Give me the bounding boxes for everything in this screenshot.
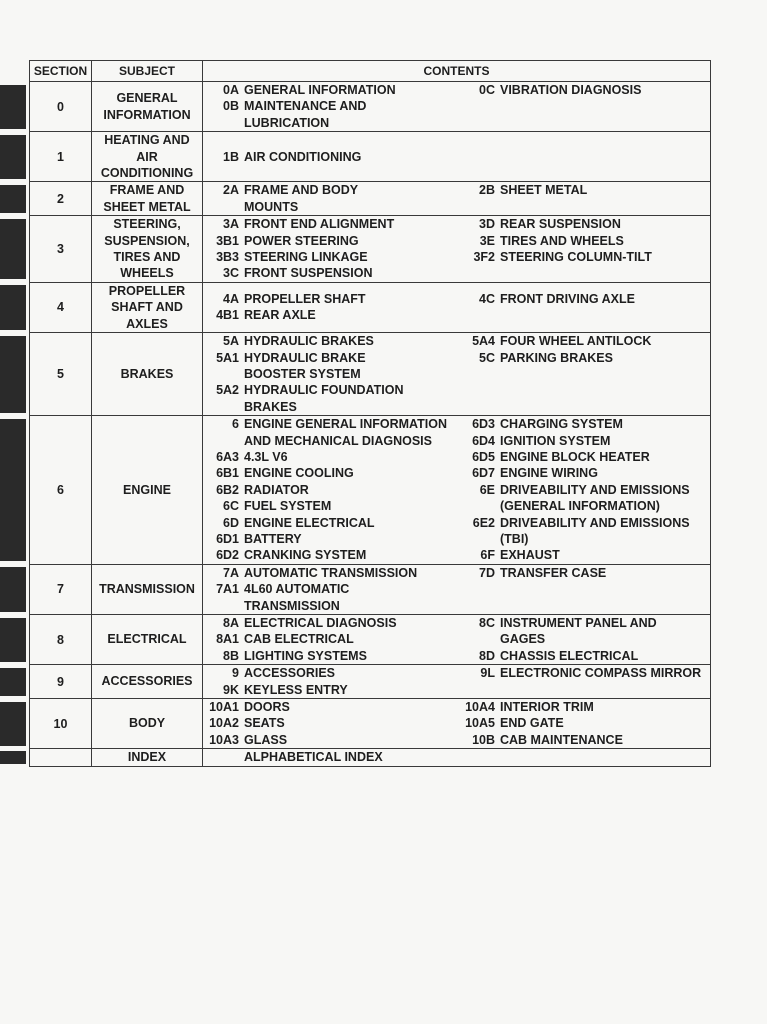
entry-code: 10A5 [465,716,495,731]
section-tab [0,618,26,662]
entry-title: FUEL SYSTEM [244,499,332,514]
contents-column-right [457,333,710,415]
contents-entry [457,249,710,265]
entry-title: ACCESSORIES [244,666,335,681]
entry-code: 6D5 [472,449,495,464]
contents-row [30,416,711,565]
contents-entry [203,665,457,681]
contents-cell [203,615,711,665]
contents-entry [457,715,710,731]
section-tab [0,702,26,746]
section-tab [0,285,26,329]
entry-code: 5A1 [216,350,239,365]
contents-entry [203,98,457,131]
entry-code: 7A1 [216,582,239,597]
contents-entry [203,648,457,664]
contents-columns [203,82,710,131]
contents-column-right [457,699,710,748]
entry-title: KEYLESS ENTRY [244,682,348,697]
entry-code: 5A2 [216,383,239,398]
entry-code: 5C [479,350,495,365]
entry-title: CAB MAINTENANCE [500,732,623,747]
contents-entry [457,482,710,515]
entry-code: 10A4 [465,700,495,715]
contents-entry [457,565,710,581]
entry-code: 0B [223,99,239,114]
entry-code: 6D4 [472,433,495,448]
section-tab [0,567,26,611]
entry-code: 0C [479,83,495,97]
entry-code: 9 [232,666,239,681]
contents-entry [203,449,457,465]
entry-code: 10B [472,732,495,747]
entry-title: GENERAL INFORMATION [244,83,396,97]
contents-entry [203,732,457,748]
entry-code: 6D1 [216,531,239,546]
entry-title: CRANKING SYSTEM [244,548,367,563]
entry-title: INTERIOR TRIM [500,700,594,715]
section-number: 10 [30,699,92,749]
contents-entry [457,515,710,548]
entry-title: EXHAUST [500,548,560,563]
entry-title: REAR SUSPENSION [500,217,621,232]
entry-title: CAB ELECTRICAL [244,632,354,647]
section-tab [0,668,26,696]
contents-column-right [457,665,710,698]
contents-cell [203,665,711,699]
contents-entry [203,547,457,563]
contents-entry [203,233,457,249]
entry-code: 6C [223,499,239,514]
contents-entry [203,615,457,631]
entry-code: 6D7 [472,466,495,481]
contents-cell [203,333,711,416]
entry-code: 7D [479,565,495,580]
contents-columns [203,416,710,564]
section-number: 4 [30,282,92,332]
contents-entry [203,265,457,281]
contents-entry [203,565,457,581]
contents-cell [203,699,711,749]
contents-cell [203,216,711,283]
contents-row [30,333,711,416]
contents-column-right [457,182,710,215]
contents-column-left [203,699,457,748]
contents-column-left [203,149,457,165]
entry-title: FRAME AND BODY MOUNTS [244,183,359,214]
contents-entry [203,749,457,765]
entry-title: STEERING LINKAGE [244,250,368,265]
contents-table [29,60,711,767]
entry-title: DOORS [244,700,290,715]
contents-column-left [203,182,457,215]
section-number: 8 [30,615,92,665]
contents-entry [457,182,710,198]
contents-column-right [457,416,710,564]
contents-cell [203,82,711,132]
section-tab [0,85,26,129]
contents-entry [457,291,710,307]
entry-code: 6D [223,515,239,530]
entry-title: ENGINE COOLING [244,466,354,481]
contents-columns [203,291,710,324]
contents-cell [203,564,711,614]
contents-entry [203,515,457,531]
entry-code: 6D2 [216,548,239,563]
entry-code: 9K [223,682,239,697]
subject-name: STEERING, SUSPENSION, TIRES AND WHEELS [92,216,203,283]
section-tab [0,419,26,562]
subject-name: BODY [92,699,203,749]
entry-code: 5A4 [472,334,495,349]
entry-title: FRONT DRIVING AXLE [500,292,635,307]
entry-code: 3E [479,233,495,248]
contents-row [30,699,711,749]
contents-column-right [457,216,710,282]
contents-entry [203,149,457,165]
contents-header: CONTENTS [203,61,711,82]
entry-code: 6F [480,548,495,563]
contents-column-left [203,749,457,765]
section-number: 2 [30,182,92,216]
entry-title: GLASS [244,732,288,747]
entry-code: 8A [223,616,239,630]
entry-code: 3F2 [473,250,495,265]
entry-code: 4A [223,292,239,307]
contents-cell [203,132,711,182]
entry-code: 6 [232,417,239,432]
contents-entry [203,531,457,547]
entry-title: FRONT SUSPENSION [244,266,373,281]
entry-title: ELECTRONIC COMPASS MIRROR [500,666,702,681]
contents-column-left [203,565,457,614]
subject-name: ELECTRICAL [92,615,203,665]
contents-columns [203,149,710,165]
contents-column-right [457,565,710,614]
entry-title: BATTERY [244,531,302,546]
contents-cell [203,182,711,216]
section-number: 5 [30,333,92,416]
contents-entry [203,307,457,323]
contents-column-right [457,291,710,324]
contents-column-right [457,749,710,765]
entry-title: CHARGING SYSTEM [500,417,623,432]
section-number [30,749,92,766]
contents-column-left [203,665,457,698]
entry-title: HYDRAULIC BRAKE BOOSTER SYSTEM [244,350,366,381]
entry-code: 0A [223,83,239,97]
entry-title: DRIVEABILITY AND EMISSIONS (GENERAL INFORMATION) [500,482,690,514]
contents-cell [203,282,711,332]
contents-entry [457,333,710,349]
contents-entry [457,648,710,664]
entry-title: PARKING BRAKES [500,350,613,365]
contents-entry [457,449,710,465]
contents-column-left [203,291,457,324]
entry-title: TIRES AND WHEELS [500,233,624,248]
entry-code: 6E2 [472,515,495,530]
entry-title: POWER STEERING [244,233,359,248]
entry-title: AUTOMATIC TRANSMISSION [244,565,418,580]
subject-name: BRAKES [92,333,203,416]
contents-entry [203,216,457,232]
entry-code: 6B2 [216,482,239,497]
subject-name: HEATING AND AIR CONDITIONING [92,132,203,182]
contents-entry [203,382,457,415]
contents-entry [203,291,457,307]
subject-name: PROPELLER SHAFT AND AXLES [92,282,203,332]
contents-entry [457,82,710,98]
entry-title: FRONT END ALIGNMENT [244,217,395,232]
entry-title: ENGINE BLOCK HEATER [500,449,650,464]
entry-code: 6B1 [216,466,239,481]
contents-column-left [203,615,457,664]
entry-title: ENGINE GENERAL INFORMATION AND MECHANICAL DIAGNOSIS [244,417,448,448]
contents-columns [203,665,710,698]
entry-code: 7A [223,565,239,580]
subject-name: INDEX [92,749,203,766]
subject-name: GENERAL INFORMATION [92,82,203,132]
subject-name: ACCESSORIES [92,665,203,699]
entry-code: 8C [479,616,495,630]
contents-entry [203,631,457,647]
entry-code: 1B [223,149,239,164]
entry-code: 5A [223,334,239,349]
entry-title: RADIATOR [244,482,309,497]
contents-columns [203,565,710,614]
entry-code: 3C [223,266,239,281]
entry-title: HYDRAULIC BRAKES [244,334,374,349]
contents-column-right [457,82,710,131]
entry-code: 3B3 [216,250,239,265]
entry-code: 2B [479,183,495,198]
contents-column-right [457,615,710,664]
contents-entry [457,732,710,748]
section-number: 7 [30,564,92,614]
contents-entry [203,182,457,215]
contents-cell [203,416,711,565]
contents-entry [457,216,710,232]
contents-entry [203,416,457,449]
section-number: 3 [30,216,92,283]
contents-entry [457,433,710,449]
contents-row [30,182,711,216]
contents-column-left [203,216,457,282]
entry-title: ELECTRICAL DIAGNOSIS [244,616,397,630]
section-number: 6 [30,416,92,565]
contents-entry [203,333,457,349]
contents-entry [203,715,457,731]
contents-cell [203,749,711,766]
entry-title: ALPHABETICAL INDEX [244,750,383,765]
contents-row [30,82,711,132]
entry-title: SHEET METAL [500,183,588,198]
contents-row [30,282,711,332]
section-number: 9 [30,665,92,699]
contents-columns [203,333,710,415]
section-tab [0,185,26,213]
contents-row [30,665,711,699]
contents-entry [203,498,457,514]
header-row [30,61,711,82]
section-tab [0,219,26,280]
subject-header: SUBJECT [92,61,203,82]
entry-title: PROPELLER SHAFT [244,292,366,307]
section-number: 1 [30,132,92,182]
contents-entry [457,547,710,563]
contents-entry [203,682,457,698]
entry-title: VIBRATION DIAGNOSIS [500,83,642,97]
entry-code: 9L [480,666,495,681]
contents-entry [457,416,710,432]
contents-column-right [457,149,710,165]
contents-entry [203,249,457,265]
contents-column-left [203,333,457,415]
entry-code [203,749,244,765]
contents-entry [457,665,710,681]
contents-columns [203,182,710,215]
contents-column-left [203,82,457,131]
entry-code: 10A3 [209,732,239,747]
subject-name: ENGINE [92,416,203,565]
contents-entry [203,581,457,614]
contents-column-left [203,416,457,564]
entry-title: REAR AXLE [244,308,316,323]
contents-columns [203,615,710,664]
contents-row [30,132,711,182]
entry-title: SEATS [244,716,285,731]
entry-title: END GATE [500,716,564,731]
subject-name: FRAME AND SHEET METAL [92,182,203,216]
entry-code: 10A1 [209,700,239,715]
contents-entry [457,350,710,366]
contents-entry [457,615,710,648]
section-tab [0,135,26,179]
contents-columns [203,699,710,748]
entry-title: HYDRAULIC FOUNDATION BRAKES [244,383,404,414]
contents-entry [203,350,457,383]
contents-entry [457,233,710,249]
entry-code: 8A1 [216,632,239,647]
entry-code: 6E [479,482,495,497]
entry-code: 3D [479,217,495,232]
entry-title: CHASSIS ELECTRICAL [500,648,639,663]
entry-title: 4L60 AUTOMATIC TRANSMISSION [244,582,350,613]
contents-columns [203,749,710,765]
contents-entry [457,699,710,715]
entry-title: STEERING COLUMN-TILT [500,250,652,265]
entry-title: IGNITION SYSTEM [500,433,611,448]
entry-title: DRIVEABILITY AND EMISSIONS (TBI) [500,515,690,546]
contents-entry [203,82,457,98]
entry-title: MAINTENANCE AND LUBRICATION [244,99,367,130]
entry-code: 6A3 [216,449,239,464]
entry-code: 3B1 [216,233,239,248]
entry-title: INSTRUMENT PANEL AND GAGES [500,616,657,647]
entry-code: 6D3 [472,417,495,432]
section-tabs [0,0,26,1024]
entry-code: 3A [223,217,239,232]
entry-code: 4B1 [216,308,239,323]
entry-code: 8D [479,648,495,663]
entry-code: 4C [479,292,495,307]
contents-columns [203,216,710,282]
contents-row [30,615,711,665]
entry-title: LIGHTING SYSTEMS [244,648,367,663]
section-tab [0,336,26,413]
subject-name: TRANSMISSION [92,564,203,614]
contents-entry [203,699,457,715]
index-tab [0,751,26,764]
entry-title: TRANSFER CASE [500,565,607,580]
section-number: 0 [30,82,92,132]
entry-code: 8B [223,648,239,663]
contents-entry [203,482,457,498]
contents-row [30,564,711,614]
section-header: SECTION [30,61,92,82]
entry-title: AIR CONDITIONING [244,149,362,164]
contents-entry [457,465,710,481]
entry-code: 2A [223,183,239,198]
entry-code: 10A2 [209,716,239,731]
contents-row [30,216,711,283]
contents-entry [203,465,457,481]
contents-row [30,749,711,766]
entry-title: FOUR WHEEL ANTILOCK [500,334,652,349]
entry-title: 4.3L V6 [244,449,288,464]
entry-title: ENGINE WIRING [500,466,598,481]
entry-title: ENGINE ELECTRICAL [244,515,375,530]
